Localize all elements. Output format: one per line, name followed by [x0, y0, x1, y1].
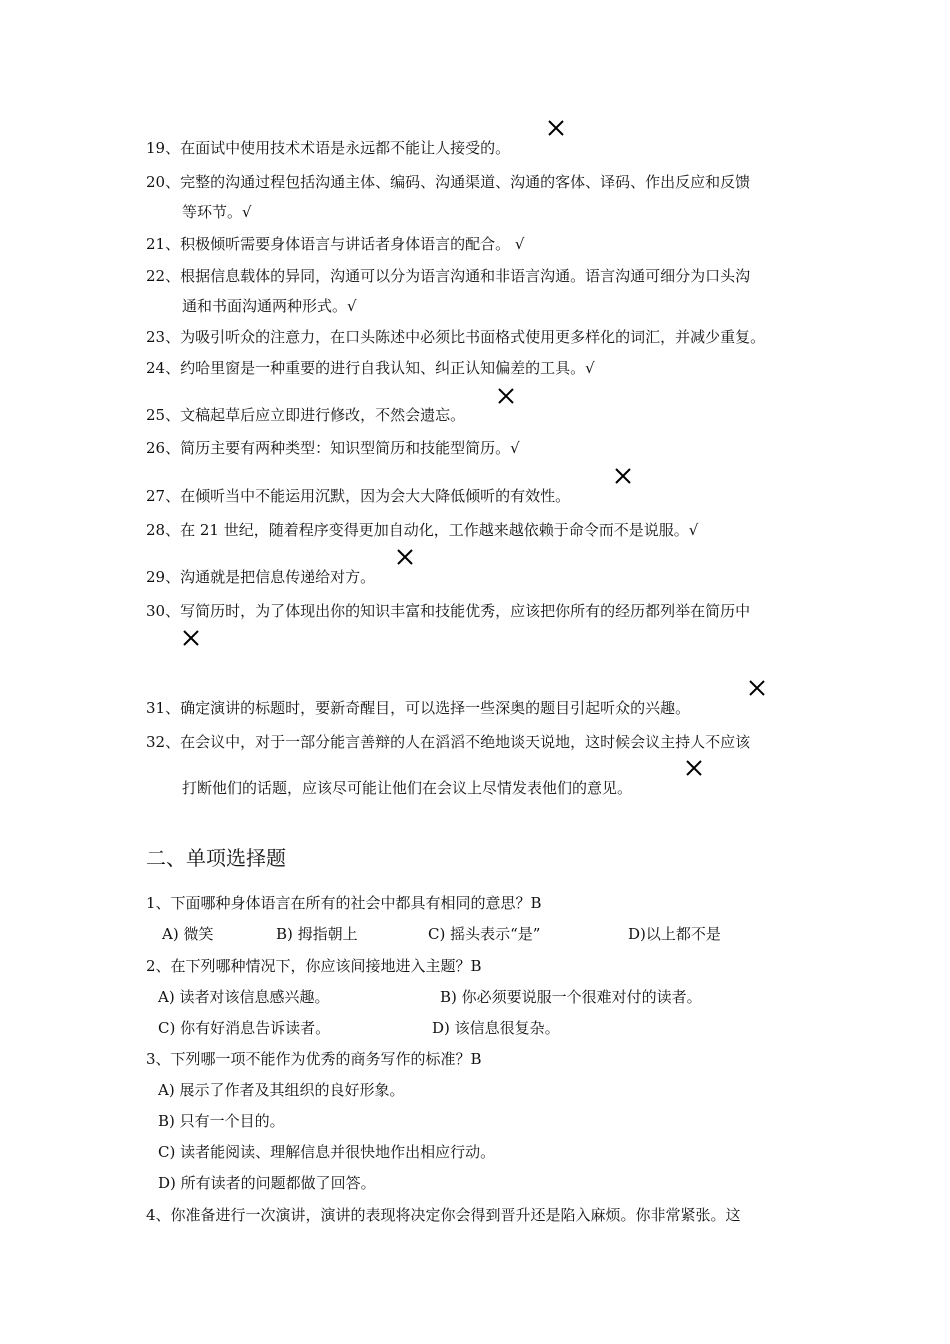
mc-q3-option-b: B) 只有一个目的。: [158, 1112, 285, 1130]
tf-item-20-line2: 等环节。√: [182, 203, 252, 221]
tf-item-22-line1: 22、根据信息载体的异同，沟通可以分为语言沟通和非语言沟通。语言沟通可细分为口头沟: [146, 267, 751, 285]
mc-q2-option-a: A) 读者对该信息感兴趣。: [158, 988, 330, 1006]
tf-item-28: 28、在 21 世纪，随着程序变得更加自动化，工作越来越依赖于命令而不是说服。√: [146, 521, 699, 539]
cross-mark-icon: [684, 758, 704, 778]
cross-mark-icon: [546, 118, 566, 138]
section-title: 二、单项选择题: [146, 846, 286, 870]
mc-q2-stem: 2、在下列哪种情况下，你应该间接地进入主题？B: [146, 957, 482, 975]
cross-mark-icon: [496, 386, 516, 406]
cross-mark-icon: [613, 466, 633, 486]
tf-item-29: 29、沟通就是把信息传递给对方。: [146, 568, 376, 586]
mc-q1-stem: 1、下面哪种身体语言在所有的社会中都具有相同的意思？B: [146, 894, 542, 912]
cross-mark-icon: [181, 628, 201, 648]
mc-q1-option-c: C) 摇头表示“是”: [428, 925, 541, 943]
tf-item-20-line1: 20、完整的沟通过程包括沟通主体、编码、沟通渠道、沟通的客体、译码、作出反应和反馈: [146, 173, 751, 191]
cross-mark-icon: [747, 678, 767, 698]
mc-q2-option-b: B) 你必须要说服一个很难对付的读者。: [440, 988, 702, 1006]
tf-item-24: 24、约哈里窗是一种重要的进行自我认知、纠正认知偏差的工具。√: [146, 359, 595, 377]
mc-q2-option-d: D) 该信息很复杂。: [432, 1019, 560, 1037]
mc-q4-stem: 4、你准备进行一次演讲，演讲的表现将决定你会得到晋升还是陷入麻烦。你非常紧张。这: [146, 1206, 741, 1224]
mc-q1-option-b: B) 拇指朝上: [276, 925, 358, 943]
tf-item-21: 21、积极倾听需要身体语言与讲话者身体语言的配合。 √: [146, 235, 525, 253]
mc-q3-option-c: C) 读者能阅读、理解信息并很快地作出相应行动。: [158, 1143, 496, 1161]
tf-item-31: 31、确定演讲的标题时，要新奇醒目，可以选择一些深奥的题目引起听众的兴趣。: [146, 699, 691, 717]
mc-q3-stem: 3、下列哪一项不能作为优秀的商务写作的标准？B: [146, 1050, 482, 1068]
mc-q2-option-c: C) 你有好消息告诉读者。: [158, 1019, 331, 1037]
tf-item-19: 19、在面试中使用技术术语是永远都不能让人接受的。: [146, 139, 511, 157]
tf-item-32-line2: 打断他们的话题，应该尽可能让他们在会议上尽情发表他们的意见。: [182, 779, 633, 797]
mc-q1-option-d: D)以上都不是: [628, 925, 721, 943]
cross-mark-icon: [395, 547, 415, 567]
tf-item-30: 30、写简历时，为了体现出你的知识丰富和技能优秀，应该把你所有的经历都列举在简历中: [146, 602, 751, 620]
tf-item-27: 27、在倾听当中不能运用沉默，因为会大大降低倾听的有效性。: [146, 487, 571, 505]
tf-item-25: 25、文稿起草后应立即进行修改，不然会遗忘。: [146, 406, 466, 424]
tf-item-23: 23、为吸引听众的注意力，在口头陈述中必须比书面格式使用更多样化的词汇，并减少重复。: [146, 328, 766, 346]
mc-q3-option-d: D) 所有读者的问题都做了回答。: [158, 1174, 376, 1192]
tf-item-22-line2: 通和书面沟通两种形式。√: [182, 297, 357, 315]
tf-item-26: 26、简历主要有两种类型：知识型简历和技能型简历。√: [146, 439, 520, 457]
tf-item-32-line1: 32、在会议中，对于一部分能言善辩的人在滔滔不绝地谈天说地，这时候会议主持人不应该: [146, 733, 751, 751]
mc-q3-option-a: A) 展示了作者及其组织的良好形象。: [158, 1081, 405, 1099]
mc-q1-option-a: A) 微笑: [162, 925, 214, 943]
